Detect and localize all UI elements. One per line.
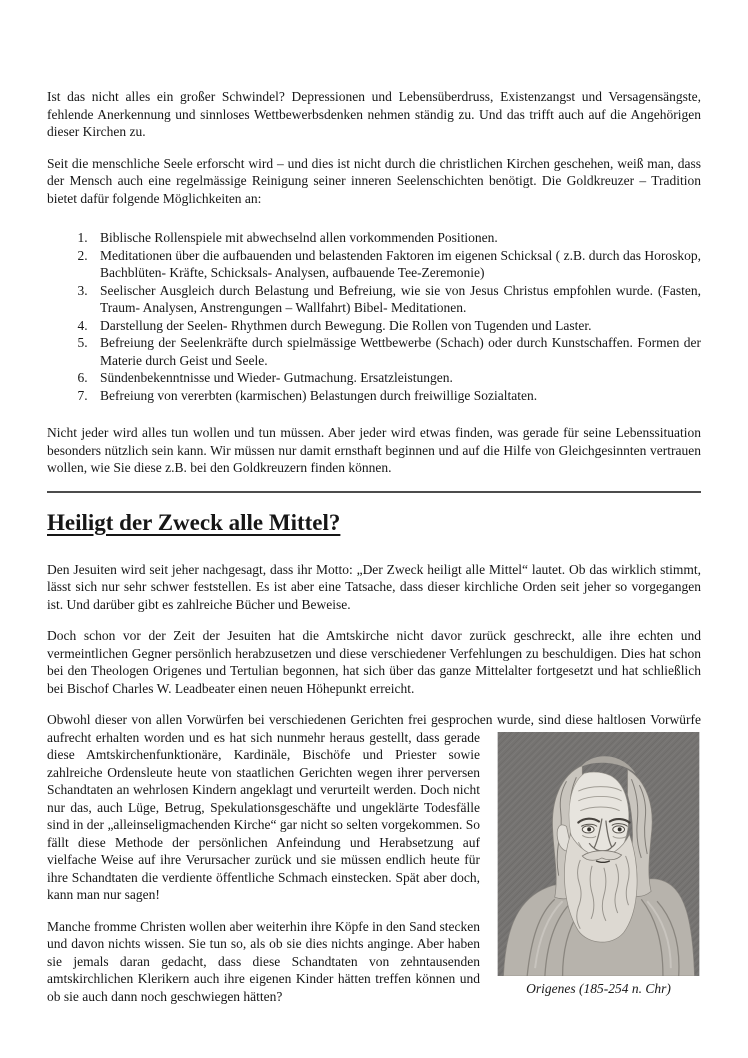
possibilities-list — [47, 229, 701, 404]
figure-caption: Origenes (185-254 n. Chr) — [526, 980, 671, 996]
section-divider — [47, 491, 701, 493]
paragraph-jesuiten: Den Jesuiten wird seit jeher nachgesagt, dass ihr Motto: „Der Zweck heiligt alle Mittel“ lautet. Ob das wirklich stimmt, lässt sich nur sehr schwer feststellen. Es ist aber eine Tatsache, dass dieser kirchliche Orden seit jeher so vorgegangen ist. Und darüber gibt es zahlreiche Bücher und Beweise. — [47, 561, 701, 612]
section-heading: Heiligt der Zweck alle Mittel? — [47, 509, 341, 535]
paragraph-intro-1: Ist das nicht alles ein großer Schwindel? Depressionen und Lebensüberdruss, Existenzangst und Versagensängste, fehlende Anerkennung und sinnloses Wettbewerbsdenken nehmen ständig zu. Und das trifft auch auf die Angehörigen dieser Kirchen zu. — [47, 89, 701, 139]
list-item: 7. Befreiung von vererbten (karmischen) Belastungen durch freiwillige Sozialtaten. — [91, 387, 701, 405]
list-item: 5. Befreiung der Seelenkräfte durch spielmässige Wettbewerbe (Schach) oder durch Kunstschaffen. Formen der Materie durch Geist und Seele. — [91, 334, 701, 369]
list-item: 6. Sündenbekenntnisse und Wieder- Gutmachung. Ersatzleistungen. — [91, 369, 701, 387]
paragraph-obwohl-rest: Vorwürfe aufrecht erhalten worden und es hat sich nunmehr heraus gestellt, dass gerade diese Amtskirchenfunktionäre, Kardinäle, Bischöfe und Priester sowie zahlreiche Ordensleute heute von staatlichen Gerichten wegen ihrer perversen Schandtaten an wehrlosen Kindern angeklagt und verurteilt werden. Doch nicht nur das, auch Lüge, Betrug, Spekulationsgeschäfte und ungeklärte Todesfälle sind in der „alleinseligmachenden Kirche“ gar nicht so selten vorgekommen. So fällt diese Methode der persönlichen Anfeindung und Herabsetzung auf vielfache Weise auf ihre Verursacher zurück und sie müssen endlich heute für ihre Schandtaten die verdiente öffentliche Schmach einstecken. Spät aber doch, kann man nur sagen! — [47, 712, 701, 902]
paragraph-nicht-jeder: Nicht jeder wird alles tun wollen und tun müssen. Aber jeder wird etwas finden, was gerade für seine Lebenssituation besonders nützlich sein kann. Wir müssen nur damit ernsthaft beginnen und auf die Hilfe von Gleichgesinnten vertrauen wollen, wie Sie diese z.B. bei den Goldkreuzern finden können. — [47, 425, 701, 475]
list-item: 4. Darstellung der Seelen- Rhythmen durch Bewegung. Die Rollen von Tugenden und Laster. — [91, 317, 701, 335]
paragraph-obwohl-first-line: Obwohl dieser von allen Vorwürfen bei verschiedenen Gerichten frei gesprochen wurde, sind diese haltlosen — [47, 712, 646, 727]
paragraph-manche: Manche fromme Christen wollen aber weiterhin ihre Köpfe in den Sand stecken und davon nichts wissen. Sie tun so, als ob sie dies nichts anginge. Aber haben sie jemals daran gedacht, dass diese Schandtaten von zehntausenden amtskirchlichen Klerikern auch ihre eigenen Kinder hätten treffen können und ob sie auch dann noch geschwiegen hätten? — [47, 918, 480, 1004]
origenes-portrait-image — [496, 732, 701, 976]
list-item: 3. Seelischer Ausgleich durch Belastung und Befreiung, wie sie von Jesus Christus empfohlen wurde. (Fasten, Traum- Analysen, Anstrengungen – Wallfahrt) Bibel- Meditationen. — [91, 282, 701, 317]
paragraph-intro-2: Seit die menschliche Seele erforscht wird – und dies ist nicht durch die christlichen Kirchen geschehen, weiß man, dass der Mensch auch eine regelmässige Reinigung seiner inneren Seelenschichten benötigt. Die Goldkreuzer – Tradition bietet dafür folgende Möglichkeiten an: — [47, 155, 701, 206]
list-item: 1. Biblische Rollenspiele mit abwechselnd allen vorkommenden Positionen. — [91, 229, 701, 247]
list-item: 2. Meditationen über die aufbauenden und belastenden Faktoren im eigenen Schicksal ( z.B. durch das Horoskop, Bachblüten- Kräfte, Schicksals- Analysen, aufbauende Tee-Zeremonie) — [91, 247, 701, 282]
paragraph-doch-schon: Doch schon vor der Zeit der Jesuiten hat die Amtskirche nicht davor zurück geschreckt, alle ihre echten und vermeintlichen Gegner persönlich herabzusetzen und diese verschiedener Verfehlungen zu beschuldigen. Dies hat schon bei den Theologen Origenes und Tertulian begonnen, hat sich über das ganze Mittelalter fortgesetzt und hat schließlich bei Bischof Charles W. Leadbeater einen neuen Höhepunkt erreicht. — [47, 628, 701, 696]
origenes-figure — [496, 732, 701, 997]
